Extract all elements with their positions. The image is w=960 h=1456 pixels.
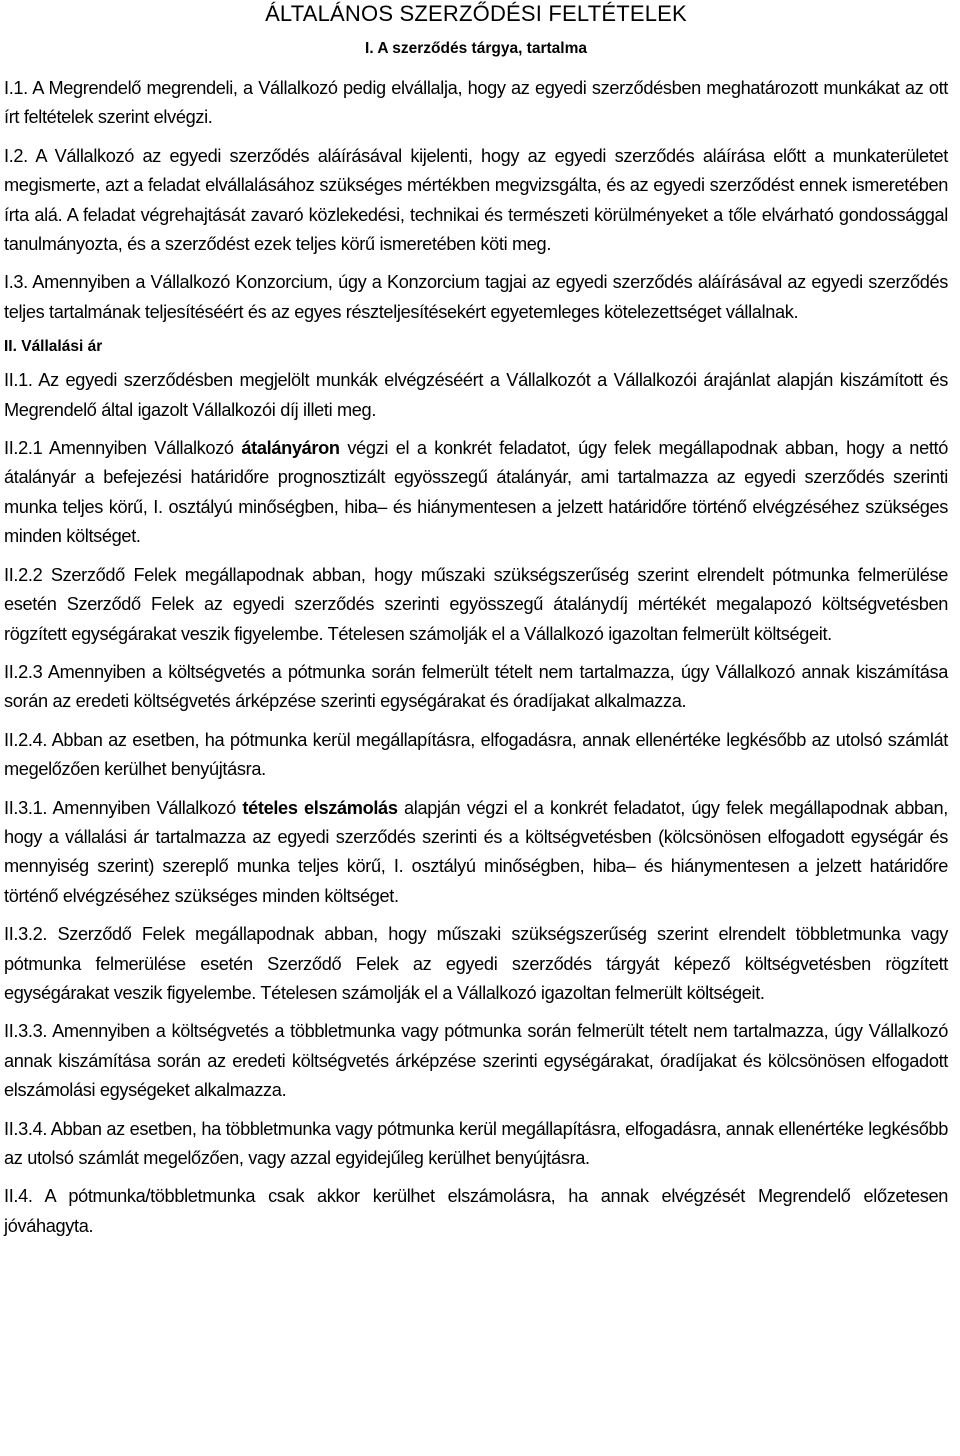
paragraph-II-2-3 <box>4 658 948 717</box>
section-heading-1: I. A szerződés tárgya, tartalma <box>365 40 587 57</box>
paragraph-I-2 <box>4 142 948 260</box>
paragraph-number: II.3.3. <box>4 1021 48 1042</box>
paragraph-text-pre: Amennyiben Vállalkozó <box>47 797 243 818</box>
section-heading-2: II. Vállalási ár <box>4 338 103 356</box>
paragraph-number: II.3.1. <box>4 797 48 818</box>
paragraph-II-1 <box>4 366 948 425</box>
paragraph-II-3-3 <box>4 1017 948 1105</box>
paragraph-text: A pótmunka/többletmunka csak akkor kerülhet elszámolásra, ha annak elvégzését Megrendelő előzetesen jóváhagyta. <box>4 1186 948 1236</box>
paragraph-number: II.2.1 <box>4 438 43 459</box>
paragraph-text: Szerződő Felek megállapodnak abban, hogy műszaki szükségszerűség szerint elrendelt többletmunka vagy pótmunka felmerülése esetén Szerződő Felek az egyedi szerződés tárgyát képező költségvetésben rögzített egységárakat veszik figyelembe. Tételesen számolják el a Vállalkozó igazoltan felmerült költségeit. <box>4 924 948 1003</box>
document-title: ÁLTALÁNOS SZERZŐDÉSI FELTÉTELEK <box>265 1 687 26</box>
paragraph-II-3-1 <box>4 794 948 912</box>
paragraph-number: II.3.4. <box>4 1118 48 1139</box>
paragraph-II-3-4 <box>4 1115 948 1174</box>
paragraph-number: II.4. <box>4 1186 33 1207</box>
paragraph-text: Szerződő Felek megállapodnak abban, hogy műszaki szükségszerűség szerint elrendelt pótmunka felmerülése esetén Szerződő Felek az egyedi szerződés szerinti egyösszegű átalánydíj mértékét megalapozó költségvetésben rögzített egységárakat veszik figyelembe. Tételesen számolják el a Vállalkozó igazoltan felmerült költségeit. <box>4 564 948 644</box>
paragraph-number: II.2.4. <box>4 729 48 750</box>
paragraph-text: Abban az esetben, ha többletmunka vagy pótmunka kerül megállapításra, elfogadásra, annak ellenértéke legkésőbb az utolsó számlát megelőzően, vagy azzal egyidejűleg kerülhet benyújtásra. <box>4 1118 948 1168</box>
paragraph-text: Amennyiben a költségvetés a pótmunka során felmerült tételt nem tartalmazza, úgy Vállalkozó annak kiszámítása során az eredeti költségvetés árképzése szerinti egységárakat és óradíjakat alkalmazza. <box>4 661 948 712</box>
paragraph-II-3-2 <box>4 920 948 1008</box>
emphasis-term: tételes elszámolás <box>242 797 398 818</box>
paragraph-text-pre: Amennyiben Vállalkozó <box>42 438 242 459</box>
paragraph-II-2-1 <box>4 434 948 552</box>
paragraph-I-3 <box>4 268 948 327</box>
paragraph-text-post: alapján végzi el a konkrét feladatot, úgy felek megállapodnak abban, hogy a vállalási ár tartalmazza az egyedi szerződés szerinti és a költségvetésben (kölcsönösen elfogadott egységár és mennyiség szerint) szereplő munka teljes körű, I. osztályú minőségben, hiba– és hiánymentesen a jelzett határidőre történő elvégzéséhez szükséges minden költséget. <box>4 797 949 906</box>
paragraph-text: Amennyiben a Vállalkozó Konzorcium, úgy a Konzorcium tagjai az egyedi szerződés aláírásával az egyedi szerződés teljes tartalmának teljesítéséért és az egyes részteljesítésekért egyetemleges kötelezettséget vállalnak. <box>4 272 948 322</box>
paragraph-text-post: végzi el a konkrét feladatot, úgy felek megállapodnak abban, hogy a nettó átalányár a befejezési határidőre prognosztizált egyösszegű átalányár, ami tartalmazza az egyedi szerződés szerinti munka teljes körű, I. osztályú minőségben, hiba– és hiánymentesen a jelzett határidőre történő elvégzéséhez szükséges minden költséget. <box>4 438 949 547</box>
paragraph-number: I.1. <box>4 78 28 98</box>
paragraph-number: I.2. <box>4 145 28 166</box>
paragraph-number: I.3. <box>4 272 28 293</box>
paragraph-I-1 <box>4 74 948 133</box>
paragraph-text: Abban az esetben, ha pótmunka kerül megállapításra, elfogadásra, annak ellenértéke legkésőbb az utolsó számlát megelőzően kerülhet benyújtásra. <box>4 729 948 780</box>
paragraph-text: A Megrendelő megrendeli, a Vállalkozó pedig elvállalja, hogy az egyedi szerződésben meghatározott munkákat az ott írt feltételek szerint elvégzi. <box>4 78 948 128</box>
paragraph-number: II.2.3 <box>4 661 43 682</box>
paragraph-number: II.1. <box>4 370 33 391</box>
paragraph-text: Amennyiben a költségvetés a többletmunka vagy pótmunka során felmerült tételt nem tartalmazza, úgy Vállalkozó annak kiszámítása során az eredeti költségvetés árképzése szerinti egységárakat, óradíjakat és kölcsönösen elfogadott elszámolási egységeket alkalmazza. <box>4 1021 948 1101</box>
paragraph-II-4 <box>4 1182 948 1241</box>
paragraph-number: II.2.2 <box>4 564 43 585</box>
emphasis-term: átalányáron <box>241 438 340 459</box>
paragraph-II-2-4 <box>4 726 948 785</box>
paragraph-text: A Vállalkozó az egyedi szerződés aláírásával kijelenti, hogy az egyedi szerződés aláírása előtt a munkaterületet megismerte, azt a feladat elvállalásához szükséges mértékben megvizsgálta, és az egyedi szerződést ennek ismeretében írta alá. A feladat végrehajtását zavaró közlekedési, technikai és természeti körülményeket a tőle elvárható gondossággal tanulmányozta, és a szerződést ezek teljes körű ismeretében köti meg. <box>4 145 948 255</box>
paragraph-text: Az egyedi szerződésben megjelölt munkák elvégzéséért a Vállalkozót a Vállalkozói árajánlat alapján kiszámított és Megrendelő által igazolt Vállalkozói díj illeti meg. <box>4 370 948 420</box>
paragraph-number: II.3.2. <box>4 924 48 945</box>
paragraph-II-2-2 <box>4 561 948 649</box>
